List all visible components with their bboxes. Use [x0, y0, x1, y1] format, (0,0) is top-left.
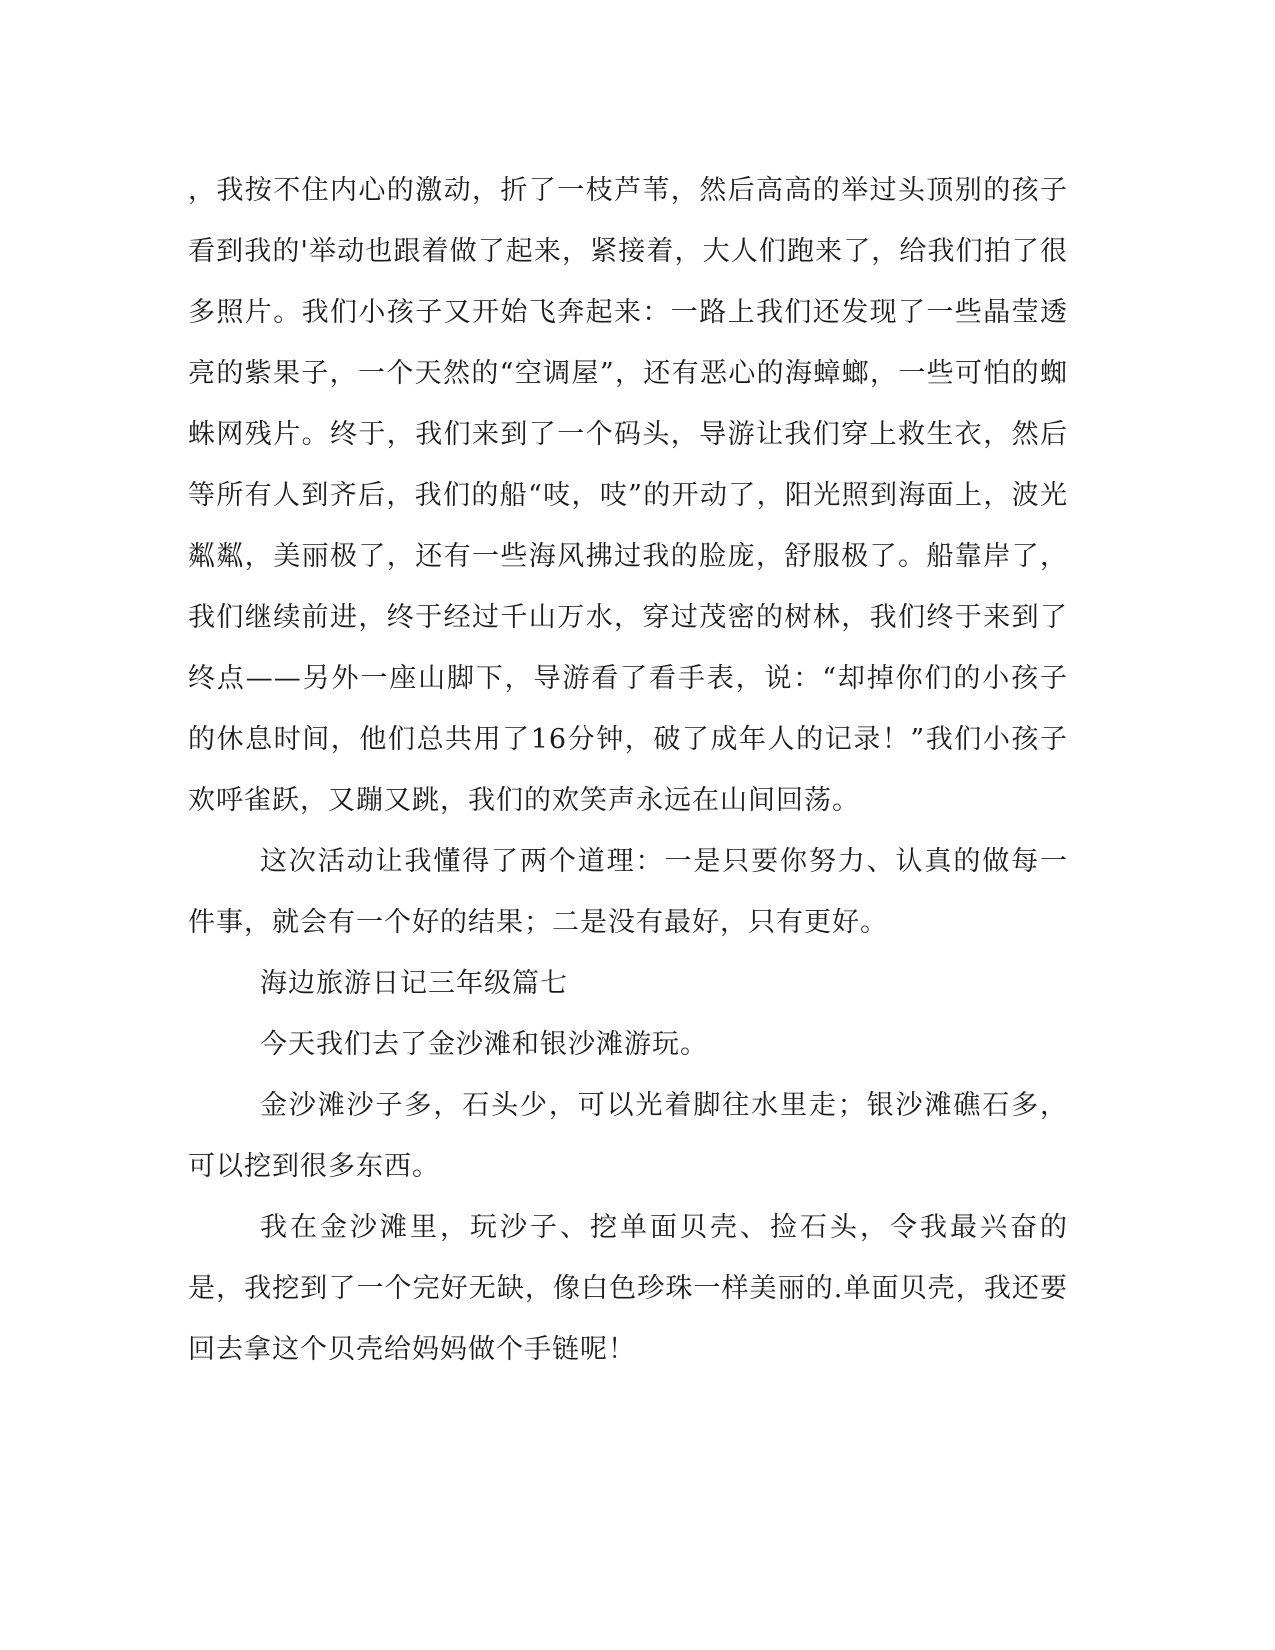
paragraph-lesson: 这次活动让我懂得了两个道理：一是只要你努力、认真的做每一件事，就会有一个好的结果；二是没有最好，只有更好。: [188, 846, 1068, 938]
document-body: [188, 160, 1068, 1380]
paragraph-shell: 我在金沙滩里，玩沙子、挖单面贝壳、捡石头，令我最兴奋的是，我挖到了一个完好无缺，像白色珍珠一样美丽的.单面贝壳，我还要回去拿这个贝壳给妈妈做个手链呢！: [188, 1212, 1068, 1365]
section-heading: 海边旅游日记三年级篇七: [260, 968, 568, 999]
paragraph-continuation: ，我按不住内心的激动，折了一枝芦苇，然后高高的举过头顶别的孩子看到我的'举动也跟着做了起来，紧接着，大人们跑来了，给我们拍了很多照片。我们小孩子又开始飞奔起来：一路上我们还发现了一些晶莹透亮的紫果子，一个天然的“空调屋”，还有恶心的海蟑螂，一些可怕的蜘蛛网残片。终于，我们来到了一个码头，导游让我们穿上救生衣，然后等所有人到齐后，我们的船“吱，吱”的开动了，阳光照到海面上，波光粼粼，美丽极了，还有一些海风拂过我的脸庞，舒服极了。船靠岸了，我们继续前进，终于经过千山万水，穿过茂密的树林，我们终于来到了终点——另外一座山脚下，导游看了看手表，说：“却掉你们的小孩子的休息时间，他们总共用了16分钟，破了成年人的记录！”我们小孩子欢呼雀跃，又蹦又跳，我们的欢笑声永远在山间回荡。: [188, 175, 1068, 816]
paragraph-intro: 今天我们去了金沙滩和银沙滩游玩。: [260, 1029, 708, 1060]
paragraph-beaches: 金沙滩沙子多，石头少，可以光着脚往水里走；银沙滩礁石多，可以挖到很多东西。: [188, 1090, 1068, 1182]
